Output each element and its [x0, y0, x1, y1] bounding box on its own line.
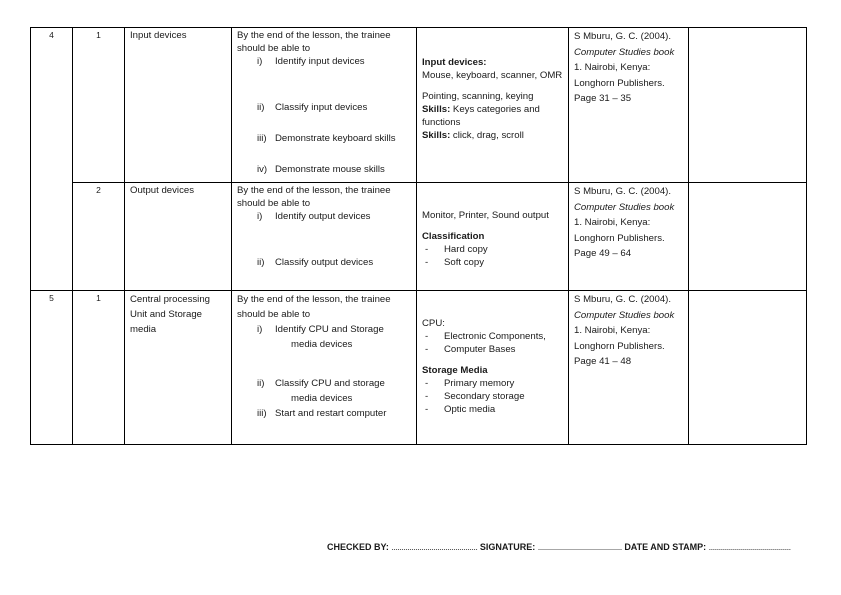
scheme-of-work-table — [30, 27, 807, 445]
topic-cell: Output devices — [125, 183, 232, 291]
date-stamp-label: DATE AND STAMP: — [624, 542, 707, 552]
reference-place: 1. Nairobi, Kenya: — [574, 217, 651, 228]
objective-item: ii) Classify input devices — [257, 102, 368, 113]
signoff-footer — [327, 541, 791, 554]
table-row — [31, 28, 807, 183]
content-skills: Skills: Keys categories and functions — [422, 104, 540, 128]
reference-publisher: Longhorn Publishers. — [574, 77, 665, 89]
objectives-cell — [232, 291, 417, 445]
reference-publisher: Longhorn Publishers. — [574, 232, 665, 244]
reference-author: S Mburu, G. C. (2004). — [574, 186, 672, 197]
content-cell — [417, 28, 569, 183]
objectives-cell — [232, 28, 417, 183]
objectives-list — [237, 55, 411, 176]
week-cell: 4 — [31, 28, 73, 291]
reference-pages: Page 49 – 64 — [574, 248, 632, 259]
topic-cell: Input devices — [125, 28, 232, 183]
checked-by-label: CHECKED BY: — [327, 542, 389, 552]
objective-item: i) Identify input devices — [257, 56, 365, 67]
objective-item: i) Identify CPU and Storage media devices — [257, 324, 384, 350]
content-heading: Input devices: — [422, 57, 487, 68]
remarks-cell — [689, 183, 807, 291]
topic-cell: Central processing Unit and Storage media — [125, 291, 232, 445]
signature-line: .......................................... — [537, 542, 622, 552]
lesson-cell: 2 — [73, 183, 125, 291]
content-list — [422, 377, 563, 416]
content-text: Pointing, scanning, keying — [422, 91, 534, 102]
content-skills: Skills: click, drag, scroll — [422, 130, 524, 141]
objectives-list — [237, 322, 411, 421]
reference-cell — [569, 291, 689, 445]
reference-book: Computer Studies book — [574, 309, 675, 321]
list-item: - Optic media — [422, 403, 563, 416]
objectives-intro: By the end of the lesson, the trainee should be able to — [237, 30, 391, 54]
list-item: - Hard copy — [422, 243, 563, 256]
content-text: CPU: — [422, 318, 445, 329]
reference-publisher: Longhorn Publishers. — [574, 340, 665, 352]
content-cell — [417, 183, 569, 291]
reference-cell — [569, 183, 689, 291]
content-text: Monitor, Printer, Sound output — [422, 210, 549, 221]
objective-item: iii) Start and restart computer — [257, 408, 387, 419]
content-heading: Storage Media — [422, 365, 488, 376]
reference-place: 1. Nairobi, Kenya: — [574, 325, 651, 336]
objective-item: iii) Demonstrate keyboard skills — [257, 133, 396, 144]
objectives-list — [237, 210, 411, 269]
reference-pages: Page 41 – 48 — [574, 356, 632, 367]
objectives-intro: By the end of the lesson, the trainee should be able to — [237, 185, 391, 209]
remarks-cell — [689, 291, 807, 445]
objective-item: iv) Demonstrate mouse skills — [257, 164, 385, 175]
lesson-cell: 1 — [73, 28, 125, 183]
list-item: - Computer Bases — [422, 343, 563, 356]
objectives-intro: By the end of the lesson, the trainee should be able to — [237, 294, 391, 320]
reference-book: Computer Studies book — [574, 201, 675, 213]
content-heading: Classification — [422, 231, 485, 242]
reference-author: S Mburu, G. C. (2004). — [574, 31, 672, 42]
lesson-cell: 1 — [73, 291, 125, 445]
list-item: - Secondary storage — [422, 390, 563, 403]
content-list — [422, 330, 563, 356]
signature-label: SIGNATURE: — [479, 542, 536, 552]
reference-place: 1. Nairobi, Kenya: — [574, 62, 651, 73]
date-stamp-line: ......................................... — [708, 542, 791, 552]
checked-by-line: ........................................... — [391, 542, 478, 552]
table-row — [31, 183, 807, 291]
list-item: - Electronic Components, — [422, 330, 563, 343]
list-item: - Primary memory — [422, 377, 563, 390]
reference-book: Computer Studies book — [574, 46, 675, 58]
table-row — [31, 291, 807, 445]
list-item: - Soft copy — [422, 256, 563, 269]
remarks-cell — [689, 28, 807, 183]
objective-item: ii) Classify output devices — [257, 257, 374, 268]
week-cell: 5 — [31, 291, 73, 445]
objectives-cell — [232, 183, 417, 291]
content-text: Mouse, keyboard, scanner, OMR — [422, 70, 563, 81]
objective-item: i) Identify output devices — [257, 211, 371, 222]
reference-author: S Mburu, G. C. (2004). — [574, 294, 672, 305]
objective-item: ii) Classify CPU and storage media devices — [257, 378, 385, 404]
content-cell — [417, 291, 569, 445]
content-list — [422, 243, 563, 269]
reference-cell — [569, 28, 689, 183]
reference-pages: Page 31 – 35 — [574, 93, 632, 104]
